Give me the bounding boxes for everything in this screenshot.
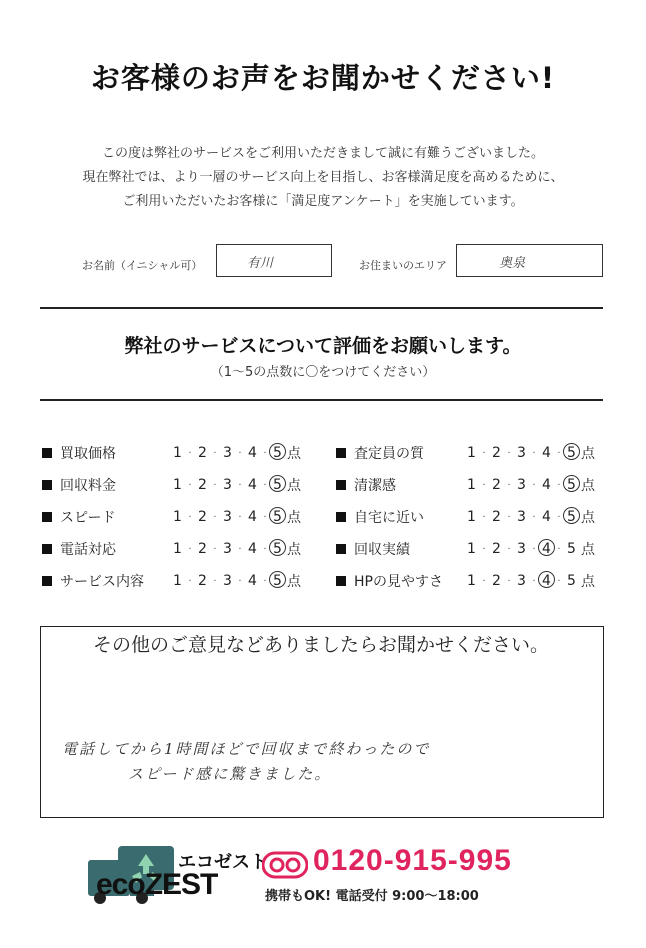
rating-option-3[interactable]: 3: [223, 573, 232, 589]
rating-option-2[interactable]: 2: [492, 573, 501, 589]
scale-separator: ·: [482, 575, 486, 587]
rating-scale: [170, 571, 301, 591]
rating-label: サービス内容: [60, 574, 144, 590]
scale-separator: ·: [188, 511, 192, 523]
rating-option-2[interactable]: 2: [492, 477, 501, 493]
rating-row: [42, 571, 301, 591]
rating-option-5[interactable]: 5: [270, 541, 285, 557]
rating-label: 回収実績: [354, 542, 410, 558]
rating-option-1[interactable]: 1: [173, 477, 182, 493]
rating-row: [336, 539, 595, 559]
rating-label: 清潔感: [354, 478, 396, 494]
scale-separator: ·: [507, 479, 511, 491]
bullet-square-icon: [42, 448, 52, 458]
scale-separator: ·: [507, 447, 511, 459]
rating-option-1[interactable]: 1: [467, 573, 476, 589]
scale-separator: ·: [557, 511, 561, 523]
rating-option-2[interactable]: 2: [198, 573, 207, 589]
phone-number[interactable]: 0120-915-995: [313, 844, 512, 877]
scale-separator: ·: [238, 479, 242, 491]
rating-unit: 点: [287, 574, 301, 590]
rating-unit: 点: [581, 478, 595, 494]
rating-label: 電話対応: [60, 542, 116, 558]
rating-unit: 点: [581, 542, 595, 558]
rating-option-3[interactable]: 3: [223, 445, 232, 461]
bullet-square-icon: [336, 576, 346, 586]
rating-option-1[interactable]: 1: [467, 509, 476, 525]
rating-option-4[interactable]: 4: [542, 477, 551, 493]
intro-line-3: ご利用いただいたお客様に「満足度アンケート」を実施しています。: [122, 194, 524, 209]
comment-heading: その他のご意見などありましたらお聞かせください。: [92, 634, 549, 656]
rating-option-5[interactable]: 5: [270, 477, 285, 493]
area-field[interactable]: [456, 244, 603, 277]
rating-option-4[interactable]: 4: [248, 509, 257, 525]
divider-top: [40, 307, 603, 309]
scale-separator: ·: [532, 479, 536, 491]
rating-option-4[interactable]: 4: [248, 541, 257, 557]
rating-row: [42, 539, 301, 559]
rating-row: [336, 475, 595, 495]
rating-scale: [170, 539, 301, 559]
rating-label: 自宅に近い: [354, 510, 424, 526]
rating-row: [42, 507, 301, 527]
scale-separator: ·: [213, 479, 217, 491]
scale-separator: ·: [238, 447, 242, 459]
brand-name-en: ecoZEST: [96, 868, 218, 901]
rating-scale: [464, 539, 595, 559]
rating-option-1[interactable]: 1: [173, 509, 182, 525]
rating-label: 回収料金: [60, 478, 116, 494]
rating-option-3[interactable]: 3: [517, 477, 526, 493]
rating-scale: [464, 443, 595, 463]
bullet-square-icon: [336, 480, 346, 490]
comment-line-2: スピード感に驚きました。: [128, 765, 332, 783]
rating-label: 買取価格: [60, 446, 116, 462]
rating-row: [42, 443, 301, 463]
scale-separator: ·: [557, 575, 561, 587]
rating-scale: [464, 507, 595, 527]
bullet-square-icon: [42, 576, 52, 586]
bullet-square-icon: [42, 512, 52, 522]
comment-line-1: 電話してから1時間ほどで回収まで終わったので: [62, 740, 431, 758]
rating-option-4[interactable]: 4: [248, 573, 257, 589]
rating-option-5[interactable]: 5: [564, 477, 579, 493]
scale-separator: ·: [263, 543, 267, 555]
rating-option-5[interactable]: 5: [567, 573, 576, 589]
scale-separator: ·: [188, 543, 192, 555]
scale-separator: ·: [507, 543, 511, 555]
rating-row: [336, 507, 595, 527]
rating-label: 査定員の質: [354, 446, 424, 462]
rating-option-1[interactable]: 1: [467, 477, 476, 493]
scale-separator: ·: [482, 447, 486, 459]
rating-unit: 点: [287, 510, 301, 526]
scale-separator: ·: [532, 575, 536, 587]
scale-separator: ·: [238, 575, 242, 587]
bullet-square-icon: [336, 512, 346, 522]
scale-separator: ·: [263, 479, 267, 491]
bullet-square-icon: [336, 544, 346, 554]
scale-separator: ·: [557, 447, 561, 459]
section-subtitle: （1〜5の点数に〇をつけてください）: [210, 365, 436, 380]
rating-option-2[interactable]: 2: [492, 541, 501, 557]
scale-separator: ·: [532, 543, 536, 555]
rating-option-2[interactable]: 2: [198, 541, 207, 557]
rating-option-2[interactable]: 2: [198, 445, 207, 461]
rating-row: [336, 571, 595, 591]
scale-separator: ·: [188, 575, 192, 587]
scale-separator: ·: [213, 543, 217, 555]
rating-option-5[interactable]: 5: [564, 509, 579, 525]
rating-unit: 点: [287, 478, 301, 494]
scale-separator: ·: [213, 575, 217, 587]
bullet-square-icon: [42, 544, 52, 554]
name-value: 有川: [247, 256, 274, 271]
rating-option-4[interactable]: 4: [248, 477, 257, 493]
rating-label: スピード: [60, 510, 116, 526]
rating-option-2[interactable]: 2: [492, 445, 501, 461]
rating-option-3[interactable]: 3: [517, 509, 526, 525]
rating-option-5[interactable]: 5: [567, 541, 576, 557]
rating-option-3[interactable]: 3: [223, 477, 232, 493]
rating-option-3[interactable]: 3: [223, 541, 232, 557]
rating-scale: [170, 475, 301, 495]
scale-separator: ·: [482, 543, 486, 555]
scale-separator: ·: [263, 575, 267, 587]
rating-scale: [170, 507, 301, 527]
scale-separator: ·: [188, 479, 192, 491]
section-title: 弊社のサービスについて評価をお願いします。: [124, 335, 522, 357]
scale-separator: ·: [213, 447, 217, 459]
rating-label: HPの見やすさ: [354, 574, 443, 590]
rating-option-1[interactable]: 1: [173, 573, 182, 589]
rating-option-1[interactable]: 1: [467, 445, 476, 461]
scale-separator: ·: [188, 447, 192, 459]
scale-separator: ·: [238, 543, 242, 555]
scale-separator: ·: [507, 575, 511, 587]
rating-option-1[interactable]: 1: [173, 445, 182, 461]
rating-unit: 点: [287, 542, 301, 558]
rating-option-2[interactable]: 2: [198, 509, 207, 525]
rating-option-3[interactable]: 3: [517, 445, 526, 461]
rating-option-3[interactable]: 3: [517, 541, 526, 557]
scale-separator: ·: [557, 479, 561, 491]
rating-scale: [170, 443, 301, 463]
rating-unit: 点: [581, 446, 595, 462]
name-label: お名前（イニシャル可）: [82, 259, 203, 272]
rating-unit: 点: [581, 510, 595, 526]
rating-option-3[interactable]: 3: [517, 573, 526, 589]
scale-separator: ·: [263, 511, 267, 523]
scale-separator: ·: [532, 511, 536, 523]
scale-separator: ·: [532, 447, 536, 459]
name-field[interactable]: [216, 244, 332, 277]
rating-unit: 点: [581, 574, 595, 590]
scale-separator: ·: [482, 511, 486, 523]
scale-separator: ·: [213, 511, 217, 523]
scale-separator: ·: [263, 447, 267, 459]
rating-scale: [464, 475, 595, 495]
rating-option-5[interactable]: 5: [270, 445, 285, 461]
intro-line-1: この度は弊社のサービスをご利用いただきまして誠に有難うございました。: [101, 146, 544, 161]
intro-line-2: 現在弊社では、より一層のサービス向上を目指し、お客様満足度を高めるために、: [82, 170, 564, 185]
divider-bottom: [40, 399, 603, 401]
rating-option-5[interactable]: 5: [270, 509, 285, 525]
rating-scale: [464, 571, 595, 591]
rating-option-1[interactable]: 1: [173, 541, 182, 557]
scale-separator: ·: [507, 511, 511, 523]
rating-option-4[interactable]: 4: [248, 445, 257, 461]
rating-unit: 点: [287, 446, 301, 462]
rating-row: [336, 443, 595, 463]
bullet-square-icon: [42, 480, 52, 490]
brand-name-jp: エコゼスト: [178, 852, 268, 873]
rating-option-1[interactable]: 1: [467, 541, 476, 557]
rating-option-4[interactable]: 4: [539, 573, 554, 589]
rating-option-4[interactable]: 4: [539, 541, 554, 557]
area-value: 奥泉: [499, 256, 526, 271]
rating-option-5[interactable]: 5: [270, 573, 285, 589]
bullet-square-icon: [336, 448, 346, 458]
rating-row: [42, 475, 301, 495]
area-label: お住まいのエリア: [359, 259, 447, 272]
phone-hours: 携帯もOK! 電話受付 9:00〜18:00: [265, 889, 479, 904]
page-title: お客様のお声をお聞かせください!: [90, 61, 556, 95]
rating-option-2[interactable]: 2: [492, 509, 501, 525]
scale-separator: ·: [238, 511, 242, 523]
rating-option-3[interactable]: 3: [223, 509, 232, 525]
freedial-icon: [262, 851, 308, 879]
rating-option-4[interactable]: 4: [542, 509, 551, 525]
scale-separator: ·: [482, 479, 486, 491]
rating-option-2[interactable]: 2: [198, 477, 207, 493]
scale-separator: ·: [557, 543, 561, 555]
rating-option-5[interactable]: 5: [564, 445, 579, 461]
rating-option-4[interactable]: 4: [542, 445, 551, 461]
